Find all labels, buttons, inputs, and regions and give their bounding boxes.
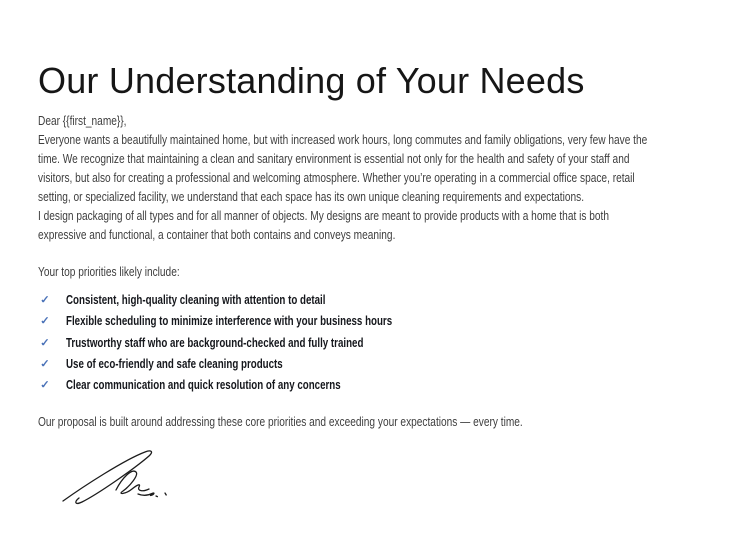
list-item-label: Clear communication and quick resolution of any concerns <box>66 378 341 393</box>
body-line: Everyone wants a beautifully maintained home, but with increased work hours, long commutes and family obligations, very few have the <box>38 132 648 147</box>
list-item <box>38 293 484 314</box>
list-item <box>38 336 484 357</box>
list-item-label: Trustworthy staff who are background-checked and fully trained <box>66 335 364 350</box>
list-item-label: Use of eco-friendly and safe cleaning products <box>66 356 283 371</box>
body-line: I design packaging of all types and for all manner of objects. My designs are meant to provide products with a home that is both <box>38 208 609 223</box>
greeting-text: Dear {{first_name}}, <box>38 113 127 128</box>
check-icon: ✓ <box>39 335 51 349</box>
closing-paragraph: Our proposal is built around addressing these core priorities and exceeding your expectations — every time. <box>38 414 523 429</box>
list-item <box>38 378 484 399</box>
check-icon: ✓ <box>39 357 51 370</box>
check-icon: ✓ <box>39 293 51 306</box>
page-title: Our Understanding of Your Needs <box>38 60 585 102</box>
priorities-list <box>38 293 484 399</box>
list-item <box>38 314 484 335</box>
letter-body <box>38 111 750 244</box>
body-line: setting, or specialized facility, we understand that each space has its own unique cleaning requirements and expectations. <box>38 189 585 204</box>
body-line: expressive and functional, a container that both contains and conveys meaning. <box>38 227 396 242</box>
list-item <box>38 357 484 378</box>
check-icon: ✓ <box>39 314 51 328</box>
list-item-label: Flexible scheduling to minimize interference with your business hours <box>66 314 393 329</box>
body-line: time. We recognize that maintaining a clean and sanitary environment is essential not only for the health and safety of your staff and <box>38 151 630 166</box>
body-line: visitors, but also for creating a professional and welcoming atmosphere. Whether you’re operating in a commercial office space, retail <box>38 170 635 185</box>
greeting-line <box>38 111 750 130</box>
priorities-intro: Your top priorities likely include: <box>38 264 180 279</box>
list-item-label: Consistent, high-quality cleaning with attention to detail <box>66 293 326 307</box>
signature-scribble-icon <box>46 444 181 510</box>
signature-image <box>46 444 181 510</box>
check-icon: ✓ <box>39 378 51 392</box>
